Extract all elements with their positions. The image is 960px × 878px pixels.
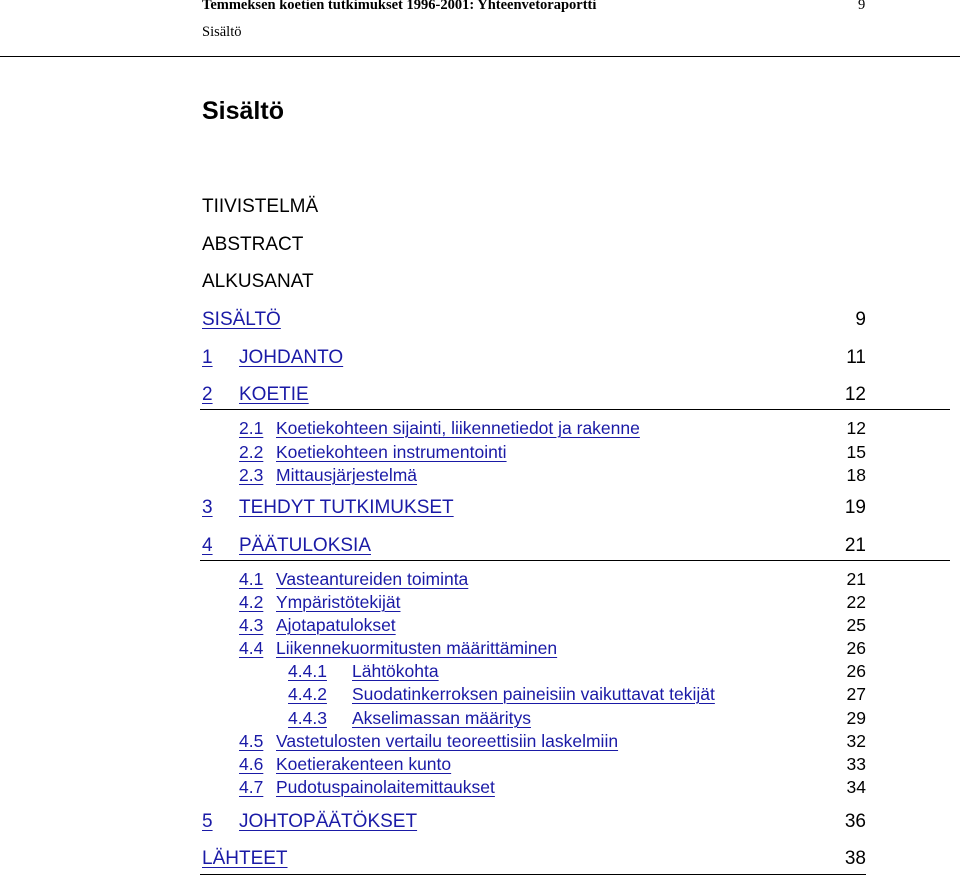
front-matter-alkusanat: ALKUSANAT: [202, 271, 314, 292]
toc-link-label[interactable]: LÄHTEET: [202, 848, 288, 869]
toc-page-number: 36: [844, 811, 866, 832]
toc-page-number: 22: [846, 592, 866, 612]
page-number: 9: [858, 0, 866, 13]
toc-page-number: 29: [846, 708, 866, 728]
toc-link-label[interactable]: Suodatinkerroksen paineisiin vaikuttavat tekijät: [352, 684, 715, 704]
toc-page-number: 27: [846, 684, 866, 704]
page-title: Sisältö: [202, 97, 284, 125]
toc-link-label[interactable]: Mittausjärjestelmä: [276, 465, 418, 485]
toc-link-number[interactable]: 4.4: [239, 638, 264, 658]
toc-entry-4-5[interactable]: [0, 731, 960, 755]
toc-link-label[interactable]: Liikennekuormitusten määrittäminen: [276, 638, 558, 658]
toc-entry-4-7[interactable]: [0, 777, 960, 801]
toc-link-number[interactable]: 4.7: [239, 777, 264, 797]
toc-page-number: 9: [855, 309, 866, 330]
toc-entry-4-3[interactable]: [0, 615, 960, 639]
toc-page-number: 15: [846, 442, 866, 462]
toc-link-number[interactable]: 1: [202, 347, 213, 368]
front-matter-abstract: ABSTRACT: [202, 234, 304, 255]
toc-link-label[interactable]: Koetierakenteen kunto: [276, 754, 452, 774]
toc-link-number[interactable]: 4.5: [239, 731, 264, 751]
toc-page-number: 18: [846, 465, 866, 485]
toc-link-number[interactable]: 4.4.1: [288, 661, 327, 681]
toc-link-number[interactable]: 2.3: [239, 465, 264, 485]
toc-link-label[interactable]: Ympäristötekijät: [276, 592, 401, 612]
toc-link-number[interactable]: 4.2: [239, 592, 264, 612]
section-divider: [200, 409, 950, 410]
toc-link-label[interactable]: JOHTOPÄÄTÖKSET: [239, 811, 418, 832]
toc-link-number[interactable]: 4: [202, 535, 213, 556]
toc-link-label[interactable]: Akselimassan määritys: [352, 708, 531, 728]
toc-page-number: 11: [846, 347, 866, 368]
toc-entry-4-4-1[interactable]: [0, 661, 960, 685]
toc-entry-4-4[interactable]: [0, 638, 960, 662]
front-matter-tiivistelma: TIIVISTELMÄ: [202, 196, 319, 217]
toc-link-number[interactable]: 4.3: [239, 615, 264, 635]
toc-entry-2-1[interactable]: [0, 418, 960, 442]
toc-link-number[interactable]: 5: [202, 811, 213, 832]
toc-page-number: 21: [844, 535, 866, 556]
toc-page-number: 38: [844, 848, 866, 869]
toc-link-number[interactable]: 2.2: [239, 442, 264, 462]
toc-link-label[interactable]: TEHDYT TUTKIMUKSET: [239, 497, 454, 518]
toc-entry-4-2[interactable]: [0, 592, 960, 616]
toc-link-number[interactable]: 4.1: [239, 569, 264, 589]
toc-link-number[interactable]: 4.4.3: [288, 708, 327, 728]
toc-link-label[interactable]: Pudotuspainolaitemittaukset: [276, 777, 495, 797]
toc-link-number[interactable]: 2.1: [239, 418, 264, 438]
toc-entry-5[interactable]: [0, 811, 960, 835]
toc-link-label[interactable]: Lähtökohta: [352, 661, 439, 681]
toc-link-number[interactable]: 3: [202, 497, 213, 518]
toc-entry-3[interactable]: [0, 497, 960, 521]
toc-link-number[interactable]: 4.6: [239, 754, 264, 774]
toc-entry-4-4-2[interactable]: [0, 684, 960, 708]
toc-entry-4-4-3[interactable]: [0, 708, 960, 732]
toc-entry-4-1[interactable]: [0, 569, 960, 593]
toc-link-label[interactable]: SISÄLTÖ: [202, 309, 281, 330]
toc-page-number: 34: [846, 777, 866, 797]
toc-link-number[interactable]: 4.4.2: [288, 684, 327, 704]
toc-page-number: 12: [846, 418, 866, 438]
toc-link-label[interactable]: Koetiekohteen sijainti, liikennetiedot ja rakenne: [276, 418, 640, 438]
toc-link-number[interactable]: 2: [202, 384, 213, 405]
header-divider: [0, 56, 960, 57]
toc-page-number: 25: [846, 615, 866, 635]
toc-page-number: 19: [844, 497, 866, 518]
toc-link-label[interactable]: JOHDANTO: [239, 347, 344, 368]
section-divider: [200, 560, 950, 561]
toc-page-number: 26: [846, 661, 866, 681]
toc-page-number: 32: [846, 731, 866, 751]
toc-link-label[interactable]: PÄÄTULOKSIA: [239, 535, 371, 556]
toc-page-number: 21: [846, 569, 866, 589]
toc-link-label[interactable]: Ajotapatulokset: [276, 615, 396, 635]
toc-entry-4-6[interactable]: [0, 754, 960, 778]
toc-page-number: 26: [846, 638, 866, 658]
toc-entry-4[interactable]: [0, 535, 960, 559]
toc-link-label[interactable]: KOETIE: [239, 384, 309, 405]
running-title: Temmeksen koetien tutkimukset 1996-2001: Yhteenvetoraportti: [202, 0, 597, 13]
toc-link-label[interactable]: Vastetulosten vertailu teoreettisiin laskelmiin: [276, 731, 619, 751]
toc-link-label[interactable]: Koetiekohteen instrumentointi: [276, 442, 507, 462]
toc-link-label[interactable]: Vasteantureiden toiminta: [276, 569, 469, 589]
toc-entry-2-3[interactable]: [0, 465, 960, 489]
toc-entry-1[interactable]: [0, 347, 960, 371]
toc-entry-sisalto[interactable]: [0, 309, 960, 333]
toc-page-number: 33: [846, 754, 866, 774]
section-divider: [200, 874, 866, 875]
toc-entry-2[interactable]: [0, 384, 960, 408]
running-section: Sisältö: [202, 24, 242, 40]
toc-entry-lahteet[interactable]: [0, 848, 960, 872]
toc-entry-2-2[interactable]: [0, 442, 960, 466]
toc-page-number: 12: [844, 384, 866, 405]
